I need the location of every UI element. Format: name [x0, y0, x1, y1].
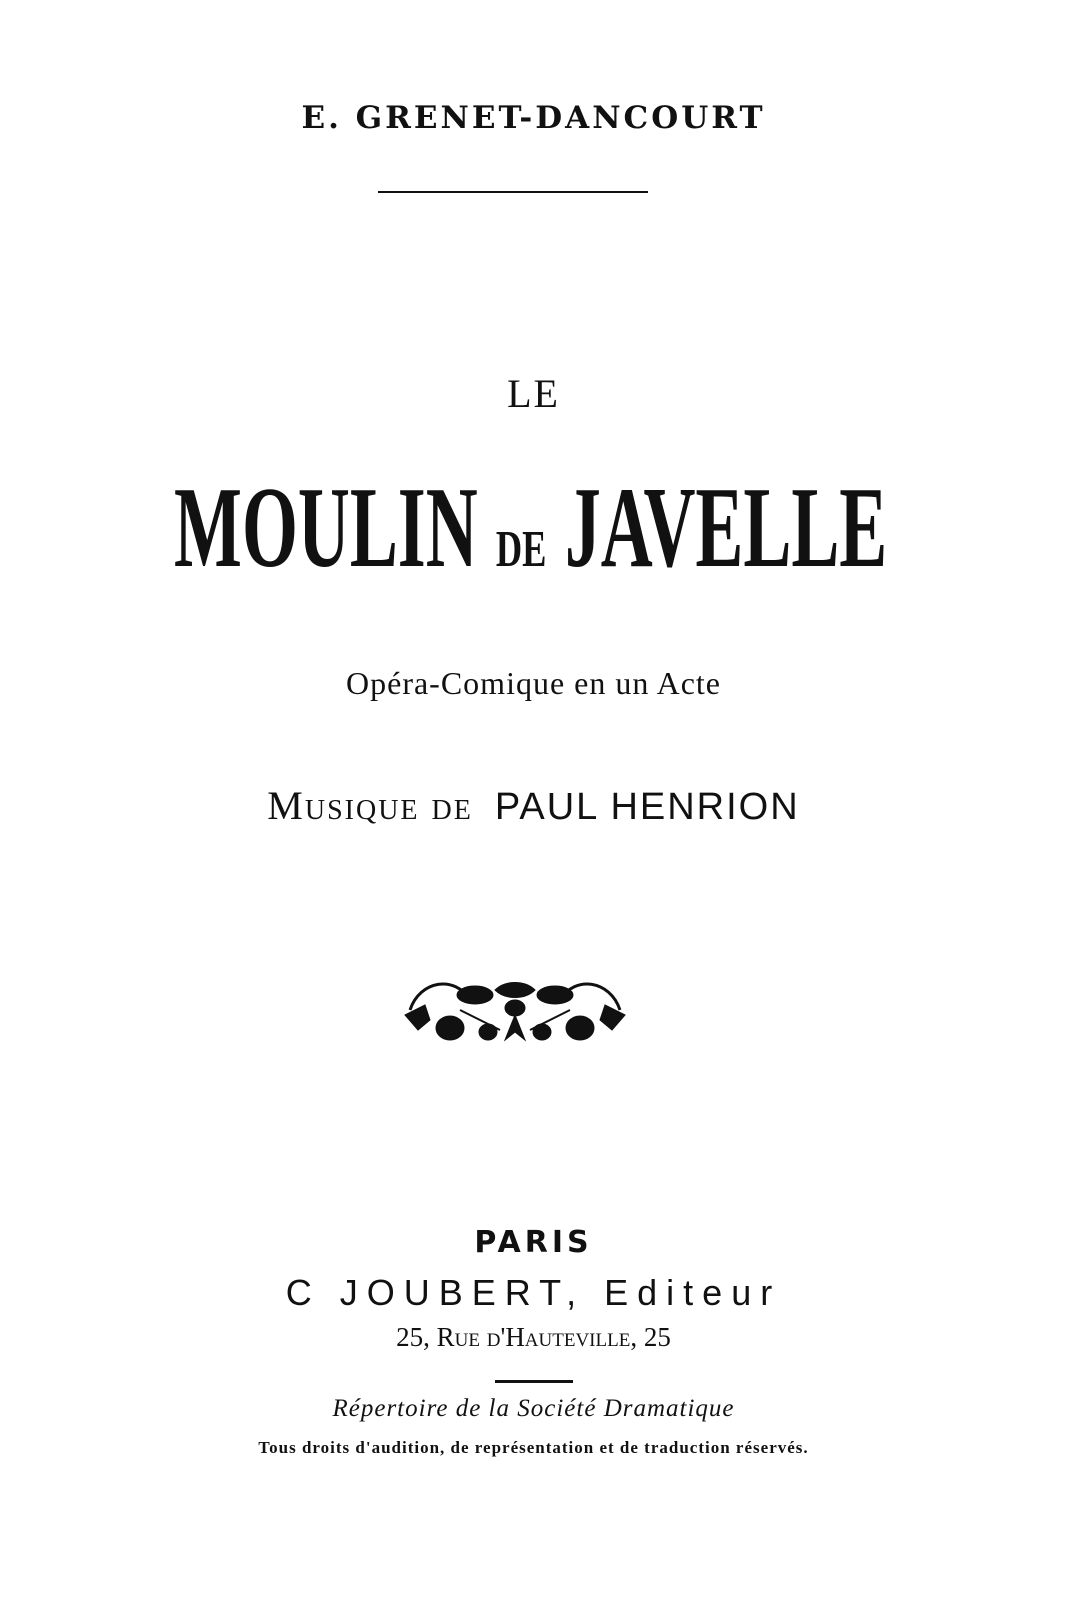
publisher-name: C JOUBERT, Editeur — [285, 1272, 782, 1313]
composer-name: PAUL HENRION — [494, 786, 800, 828]
music-credit — [0, 782, 1067, 829]
top-divider — [378, 191, 648, 193]
title — [0, 464, 1067, 592]
rights-notice: Tous droits d'audition, de représentation et de traduction réservés. — [258, 1438, 809, 1457]
address-line: 25, Rue d'Hauteville, 25 — [396, 1322, 671, 1352]
author-name: E. GRENET-DANCOURT — [301, 100, 766, 136]
repertoire-note: Répertoire de la Société Dramatique — [332, 1395, 735, 1422]
title-connector: DE — [495, 521, 547, 578]
floral-vignette-icon — [400, 970, 630, 1050]
publisher-address — [0, 1322, 1067, 1353]
title-word-moulin: MOULIN — [173, 464, 478, 592]
title-word-javelle: JAVELLE — [564, 464, 888, 592]
subtitle: Opéra-Comique en un Acte — [346, 665, 721, 701]
imprint-city: PARIS — [474, 1225, 593, 1260]
title-article: LE — [507, 371, 560, 416]
bottom-divider — [495, 1380, 573, 1383]
music-prefix: Musique de — [267, 783, 473, 828]
